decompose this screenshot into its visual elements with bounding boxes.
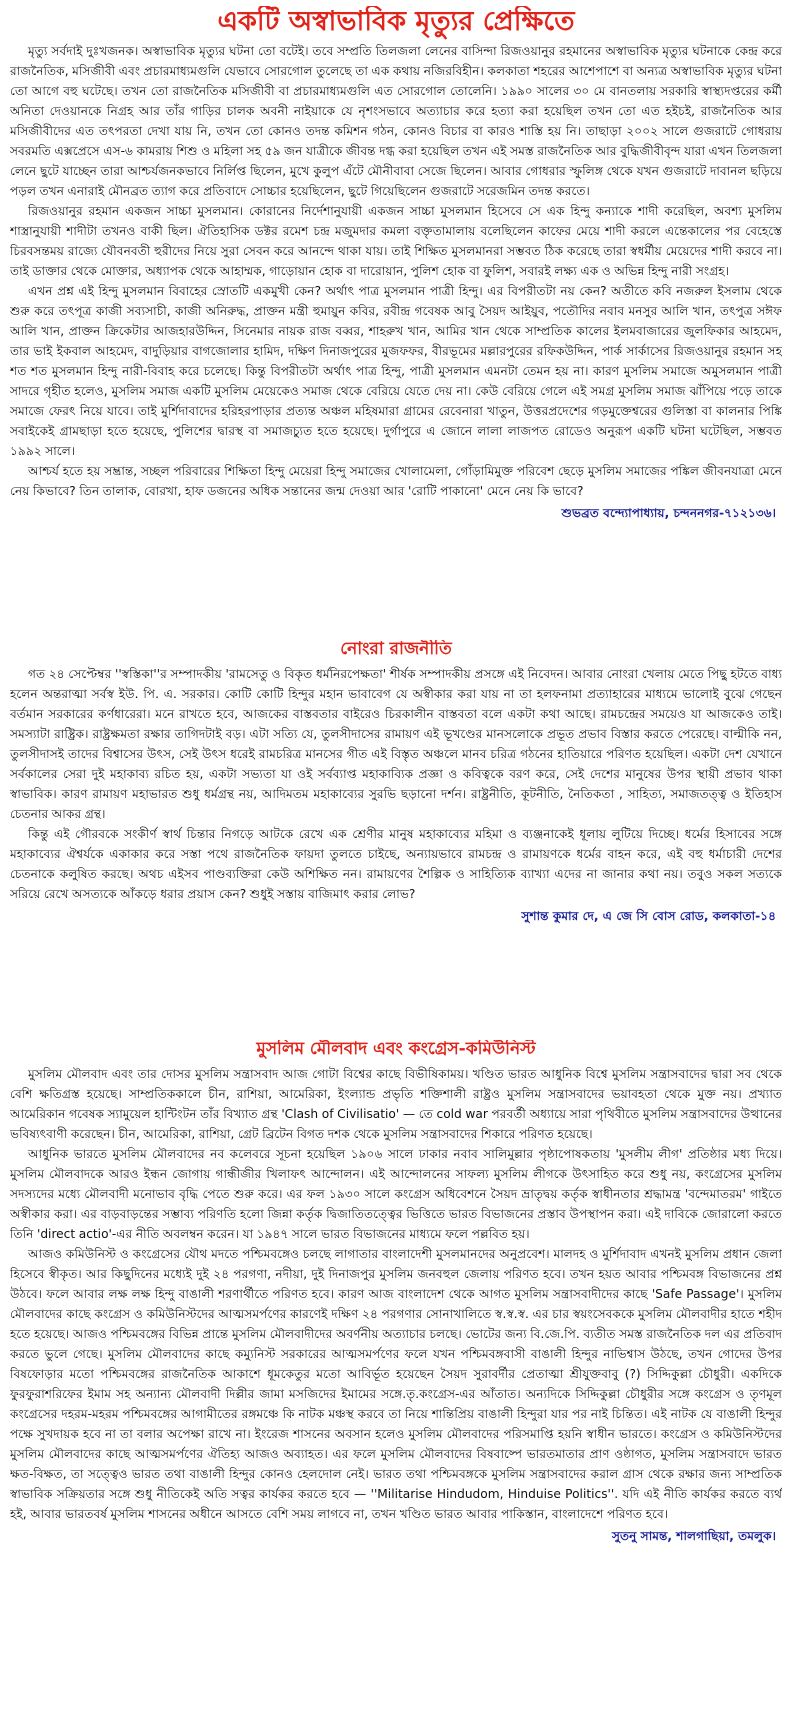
article-paragraph: মুসলিম মৌলবাদ এবং তার দোসর মুসলিম সন্ত্রাসবাদ আজ গোটা বিশ্বের কাছে বিভীষিকাময়। খণ্ডিত ভারত আধুনিক বিশ্বে মুসলিম সন্ত্রাসবাদের দ্বারা সব থেকে বেশি ক্ষতিগ্রস্ত হয়েছে। সাম্প্রতিককালে চীন, রাশিয়া, আমেরিকা, ইংল্যান্ড প্রভৃতি শক্তিশালী রাষ্ট্রও মুসলিম সন্ত্রাসবাদের ভয়াবহতা থেকে মুক্ত নয়। প্রখ্যাত আমেরিকান গবেষক স্যামুয়েল হান্টিংটন তাঁর বিখ্যাত গ্রন্থ 'Clash of Civilisatio' — তে cold war পরবর্তী অধ্যায়ে সারা পৃথিবীতে মুসলিম সন্ত্রাসবাদের উত্থানের ভবিষ্যৎবাণী করেছেন। চীন, আমেরিকা, রাশিয়া, গ্রেট ব্রিটেন বিগত দশক থেকে মুসলিম সন্ত্রাসবাদের শিকারে পরিণত হয়েছে। (10, 1066, 782, 1141)
article-title: একটি অস্বাভাবিক মৃত্যুর প্রেক্ষিতে (217, 6, 575, 37)
article-paragraph: এখন প্রশ্ন এই হিন্দু মুসলমান বিবাহের স্রোতটি একমুখী কেন? অর্থাৎ পাত্র মুসলমান পাত্রী হিন্দু। এর বিপরীতটা নয় কেন? অতীতে কবি নজরুল ইসলাম থেকে শুরু করে তৎপূত্র কাজী সব্যসাচী, কাজী অনিরুদ্ধ, প্রাক্তন মন্ত্রী হুমায়ুন কবির, রবীন্দ্র গবেষক আবু সৈয়দ আইয়ুব, পতৌদির নবাব মনসুর আলি খান, তৎপুত্র সঈফ আলি খান, প্রাক্তন ক্রিকেটার আজহারউদ্দিন, সিনেমার নায়ক রাজ বব্বর, শাহরুখ খান, আমির খান থেকে সাম্প্রতিক কালের ইলমবাজারের জুলফিকার আহমেদ, তার ভাই ইকবাল আহমেদ, বাদুড়িয়ার বাগজোলার হামিদ, দক্ষিণ দিনাজপুরের মুজফফর, বীরভূমের মল্লারপুরের রফিকউদ্দিন, পার্ক সার্কাসের রিজওয়ানুর রহমান সহ শত শত মুসলমান হিন্দু নারী-বিবাহ করে চলেছে। কিন্তু বিপরীতটা অর্থাৎ পাত্র হিন্দু, পাত্রী মুসলমান এমনটা তেমন হয় না। কারণ মুসলিম সমাজে অমুসলমান পাত্রী সাদরে গৃহীত হলেও, মুসলিম সমাজ একটি মুসলিম মেয়েকেও সমাজ থেকে বেরিয়ে যেতে দেয় না। কেউ বেরিয়ে গেলে এই সমগ্র মুসলিম সমাজ ঝাঁপিয়ে পড়ে তাকে সমাজে ফেরৎ নিয়ে যাবে। তাই মুর্শিদাবাদের হরিহরপাড়ার প্রত্যন্ত অঞ্চল মহিষমারা গ্রামের রেবেনারা খাতুন, উত্তরপ্রদেশের গড়মুক্তেশ্বরের গুলিস্তা বা কালনার পিঙ্কি সবাইকেই গ্রামছাড়া হতে হয়েছে, পুলিশের দ্বারস্থ বা সমাজচ্যুত হতে হয়েছে। দুর্গাপুরে এ জোনে লালা লাজপত রোডেও অনুরূপ একটি ঘটনা ঘটেছিল, সম্ভবত ১৯৯২ সালে। (10, 284, 782, 459)
article-paragraph: আধুনিক ভারতে মুসলিম মৌলবাদের নব কলেবরে সূচনা হয়েছিল ১৯০৬ সালে ঢাকার নবাব সালিমুল্লার পৃষ্ঠাপোষকতায় 'মুসলীম লীগ' প্রতিষ্ঠার মধ্য দিয়ে। মুসলিম মৌলবাদকে আরও ইন্ধন জোগায় গান্ধীজীর খিলাফৎ আন্দোলন। এই আন্দোলনের সাফল্য মুসলিম লীগকে উৎসাহিত করে শুধু নয়, কংগ্রেসের মুসলিম সদস্যদের মধ্যে মৌলবাদী মনোভাব বৃদ্ধি পেতে শুরু করে। এর ফল ১৯৩০ সালে কংগ্রেস অধিবেশনে সৈয়দ ভ্রাতৃদ্বয় কর্তৃক স্বাধীনতার শ্রদ্ধামন্ত্র 'বন্দেমাতরম' গাইতে অস্বীকার করা। এর বাড়বাড়ন্তের সম্ভাব্য পরিণতি হলো জিন্না কর্তৃক দ্বিজাতিতত্ত্বের ভিত্তিতে ভারত বিভাজনের প্রস্তাব উপস্থাপন করা। এই দাবিকে জোরালো করতে তিনি 'direct actio'-এর নীতি অবলম্বন করেন। যা ১৯৪৭ সালে ভারত বিভাজনের মাধ্যমে ফলে পল্লবিত হয়। (10, 1146, 782, 1241)
article-title: নোংরা রাজনীতি (340, 640, 452, 659)
article-title: মুসলিম মৌলবাদ এবং কংগ্রেস-কমিউনিস্ট (256, 1040, 536, 1059)
article-dirty-politics (10, 640, 782, 1000)
article-paragraph: আশ্চর্য হতে হয় সম্ভ্রান্ত, সচ্ছল পরিবারের শিক্ষিতা হিন্দু মেয়েরা হিন্দু সমাজের খোলামেলা, গোঁড়ামিমুক্ত পরিবেশ ছেড়ে মুসলিম সমাজের পঙ্কিল জীবনযাত্রা মেনে নেয় কিভাবে? তিন তালাক, বোরখা, হাফ ডজনের অধিক সন্তানের জন্ম দেওয়া আর 'রোটি পাকানো' মেনে নেয় কি ভাবে? (10, 464, 782, 499)
article-byline: সুতনু সামন্ত, শালগাছিয়া, তমলুক। (611, 1528, 776, 1543)
article-paragraph: রিজওয়ানুর রহমান একজন সাচ্চা মুসলমান। কোরানের নির্দেশানুযায়ী একজন সাচ্চা মুসলমান হিসেবে সে এক হিন্দু কন্যাকে শাদী করেছিল, অবশ্য মুসলিম শাস্ত্রানুযায়ী শাদীটা তখনও বাকী ছিল। ঐতিহাসিক ডক্টর রমেশ চন্দ্র মজুমদার কমলা বক্তৃতামালায় বলেছিলেন কাফের মেয়ে শাদী করলে এন্তেকালের পর বেহেস্তে চিরবসন্তময় রাজ্যে যৌবনবতী হুরীদের নিয়ে সুরা সেবন করে আনন্দে থাকা যায়। তাই শিক্ষিত মুসলমানরা সম্ভবত ঠিক করেছে তারা স্বধর্মীয় মেয়েদের শাদী করবে না। তাই ডাক্তার থেকে মোক্তার, অধ্যাপক থেকে আহাম্মক, গাড়োয়ান হোক বা দারোয়ান, পুলিশ হোক বা ফুলিশ, সবারই লক্ষ্য এক ও অভিন্ন হিন্দু নারী সংগ্রহ। (10, 204, 782, 279)
article-paragraph: আজও কমিউনিস্ট ও কংগ্রেসের যৌথ মদতে পশ্চিমবঙ্গেও চলছে লাগাতার বাংলাদেশী মুসলমানদের অনুপ্রবেশ। মালদহ ও মুর্শিদাবাদ এখনই মুসলিম প্রধান জেলা হিসেবে স্বীকৃত। আর কিছুদিনের মধ্যেই দুই ২৪ পরগণা, নদীয়া, দুই দিনাজপুর মুসলিম জনবহুল জেলায় পরিণত হবে। তখন হয়ত আবার পশ্চিমবঙ্গ বিভাজনের প্রশ্ন উঠবে। ফলে আবার লক্ষ লক্ষ হিন্দু বাঙালী শরণার্থীতে পরিণত হবে। কারণ আজ বাংলাদেশ থেকে আগত মুসলিম সন্ত্রাসবাদীদের কাছে 'Safe Passage'। মুসলিম মৌলবাদের কাছে কংগ্রেস ও কমিউনিস্টদের আত্মসমর্পণের কারণেই দক্ষিণ ২৪ পরগণার সোনাখালিতে স্ব.স্ব.স্ব. এর চার স্বয়ংসেবককে মুসলিম মৌলবাদীর হাতে শহীদ হতে হয়েছে। আজও পশ্চিমবঙ্গের বিভিন্ন প্রান্তে মুসলিম মৌলবাদীদের অবর্ণনীয় অত্যাচার চলছে। ভোটের জন্য বি.জে.পি. ব্যতীত সমস্ত রাজনৈতিক দল এর প্রতিবাদ করতে ভুলে গেছে। মুসলিম মৌলবাদের কাছে কম্যুনিস্ট সরকারের আত্মসমর্পণের ফলে যখন পশ্চিমবঙ্গবাসী বাঙালী হিন্দুর নাভিশ্বাস উঠছে, তখন গোদের উপর বিষফোড়ার মতো পশ্চিমবঙ্গের রাজনৈতিক আকাশে ধূমকেতুর মতো আবির্ভূত হয়েছেন সৈয়দ সুরাবর্দীর প্রেতাত্মা শ্রীযুক্তবাবু (?) সিদ্দিকুল্লা চৌধুরী। একদিকে ফুরফুরাশরিফের ইমাম সহ অন্যান্য মৌলবাদী দিল্লীর জামা মসজিদের ইমামের সঙ্গে.তৃ.কংগ্রেস-এর আঁতাত। অন্যদিকে সিদ্দিকুল্লা চৌধুরীর সঙ্গে কংগ্রেস ও তৃণমূল কংগ্রেসের দহরম-মহরম পশ্চিমবঙ্গের আগামীতের রঙ্গমঞ্চে কি নাটক মঞ্চস্থ করবে তা নিয়ে শান্তিপ্রিয় বাঙালী হিন্দুরা যার পর নাই চিন্তিত। এই নাটক যে বাঙালী হিন্দুর পক্ষে সুখদায়ক হবে না তা বলার অপেক্ষা রাখে না। ইংরেজ শাসনের অবসান হলেও মুসলিম মৌলবাদের পরিসমাপ্তি হয়নি স্বাধীন ভারতে। কংগ্রেস ও কমিউনিস্টদের মুসলিম মৌলবাদের কাছে আত্মসমর্পণের ঐতিহ্য আজও অব্যাহত। এর ফলে মুসলিম মৌলবাদের বিষবাষ্পে ভারতমাতার প্রাণ ওষ্ঠাগত, মুসলিম সন্ত্রাসবাদে ভারত ক্ষত-বিক্ষত, তা সত্ত্বেও ভারত তথা বাঙালী হিন্দুর কোনও হেলদোল নেই। ভারত তথা পশ্চিমবঙ্গকে মুসলিম সন্ত্রাসবাদের করাল গ্রাস থেকে রক্ষার জন্য সাম্প্রতিক স্বাভাবিক সক্রিয়তার সঙ্গে শুধু নীতিকেই অতি সত্বর কার্যকর করতে হবে — ''Militarise Hindudom, Hinduise Politics''. যদি এই নীতি কার্যকর করতে ব্যর্থ হই, আবার ভারতবর্ষ মুসলিম শাসনের অধীনে আসতে বেশি সময় লাগবে না, তখন খণ্ডিত ভারত আবার পাকিস্তান, বাংলাদেশে পরিণত হবে। (10, 1246, 782, 1521)
article-fundamentalism (10, 1040, 782, 1715)
article-paragraph: মৃত্যু সর্বদাই দুঃখজনক। অস্বাভাবিক মৃত্যুর ঘটনা তো বটেই। তবে সম্প্রতি তিলজলা লেনের বাসিন্দা রিজওয়ানুর রহমানের অস্বাভাবিক মৃত্যুর ঘটনাকে কেন্দ্র করে রাজনৈতিক, মসিজীবী এবং প্রচারমাধ্যমগুলি যেভাবে সোরগোল তুলেছে তা এক কথায় নজিরবিহীন। কলকাতা শহরের আশেপাশে বা অন্যত্র অস্বাভাবিক মৃত্যুর ঘটনা তো আগে বহু ঘটেছে। তখন তো রাজনৈতিক মসিজীবী বা প্রচারমাধ্যমগুলি এত সোরগোল তোলেনি। ১৯৯০ সালের ৩০ মে বানতলায় সরকারি স্বাস্থ্যদপ্তরের কর্মী অনিতা দেওয়ানকে নিগ্রহ আর তাঁর গাড়ির চালক অবনী নাইয়াকে যে নৃশংসভাবে অত্যাচার করে হত্যা করা হয়েছিল তখন তো এত হইচই, রাজনৈতিক আর মসিজীবীদের এত তৎপরতা দেখা যায় নি, তখন তো কোনও তদন্ত কমিশন গঠন, কোনও বিচার বা কারও শাস্তি হয় নি। তাছাড়া ২০০২ সালে গুজরাটে গোধরায় সবরমতি এক্সপ্রেসে এস-৬ কামরায় শিশু ও মহিলা সহ ৫৯ জন যাত্রীকে জীবন্ত দগ্ধ করা হয়েছিল তখন এই সমস্ত রাজনৈতিক আর বুদ্ধিজীবীবৃন্দ যারা এখন তিলজলা লেনে ছুটে যাচ্ছেন তারা আশ্চর্যজনকভাবে নির্লিপ্ত ছিলেন, মুখে কুলুপ এঁটে মৌনীবাবা সেজে ছিলেন। আবার গোধরার স্ফুলিঙ্গ থেকে যখন গুজরাটে দাবানল ছড়িয়ে পড়ল তখন এনারাই মৌনব্রত ত্যাগ করে প্রতিবাদে সোচ্চার হয়েছিলেন, ছুটে গিয়েছিলেন গুজরাটে সরেজমিন তদন্ত করতে। (10, 44, 782, 199)
article-paragraph: গত ২৪ সেপ্টেম্বর ''স্বস্তিকা''র সম্পাদকীয় 'রামসেতু ও বিকৃত ধর্মনিরপেক্ষতা' শীর্ষক সম্পাদকীয় প্রসঙ্গে এই নিবেদন। আবার নোংরা খেলায় মেতে পিছু হটতে বাধ্য হলেন অন্তরাত্মা সর্বস্ব ইউ. পি. এ. সরকার। কোটি কোটি হিন্দুর মহান ভাবাবেগ যে অস্বীকার করা যায় না তা হলফনামা প্রত্যাহারের মাধ্যমে ভালোই বুঝে গেছেন বর্তমান সরকারের কর্ণধারেরা। মনে রাখতে হবে, আজকের বাস্তবতার বাইরেও চিরকালীন বাস্তবতা বলে একটা কথা আছে। রামচন্দ্রের সময়েও যা আজকেও তাই। সমস্যাটা রাষ্ট্রিক। রাষ্ট্রক্ষমতা রক্ষার তাগিদটাই বড়। এটা সত্যি যে, তুলসীদাসের রামায়ণ এই ভূখণ্ডের মানসলোকে প্রভূত প্রভাব বিস্তার করতে পেরেছে। বাল্মীকি নন, তুলসীদাসই তাদের বিশ্বাসের উৎস, সেই উৎস ধরেই রামচরিত্র মানসের গীত এই বিস্তৃত অঞ্চলে মানব চরিত্র গঠনের হাতিয়ারে পরিণত হয়েছিল। একটা দেশ যেখানে সর্বকালের সেরা দুই মহাকাব্য রচিত হয়, একটা সভ্যতা যা ওই সর্বব্যাপ্ত মহাকাব্যিক প্রজ্ঞা ও কবিত্বকে বরণ করে, সেই দেশের মানুষের উপর স্থায়ী প্রভাব থাকা স্বাভাবিক। কারণ রামায়ণ মহাভারত শুধু ধর্মগ্রন্থ নয়, আদিমতম মহাকাব্যের সুরভি ছড়ানো দর্শন। রাষ্ট্রনীতি, কূটনীতি, নৈতিকতা , সাহিত্য, সমাজতত্ত্ব ও ইতিহাস চেতনার আকর গ্রন্থ। (10, 666, 782, 821)
article-paragraph: কিন্তু এই গৌরবকে সংকীর্ণ স্বার্থ চিন্তার নিগড়ে আটকে রেখে এক শ্রেণীর মানুষ মহাকাব্যের মহিমা ও ব্যঞ্জনাকেই ধূলায় লুটিয়ে দিচ্ছে। ধর্মের হিসাবের সঙ্গে মহাকাব্যের ঐশ্বর্যকে একাকার করে সস্তা পথে রাজনৈতিক ফায়দা তুলতে চাইছে, অন্যায়ভাবে রামচন্দ্র ও রামায়ণকে ধর্মের বাহন করে, এই বহু ধর্মাচারী দেশের চেতনাকে কলুষিত করছে। অথচ এইসব পাণ্ডব্যক্তিরা কেউ অশিক্ষিত নন। রামায়ণের শৈল্পিক ও সাহিত্যিক ব্যাখ্যা এদের না জানার কথা নয়। তবুও সকল সত্যকে সরিয়ে রেখে অসত্যকে আঁকড়ে ধরার প্রয়াস কেন? শুধুই সস্তায় বাজিমাৎ করার লোভ? (10, 826, 782, 901)
article-byline: শুভব্রত বন্দ্যোপাধ্যায়, চন্দননগর-৭১২১৩৬। (561, 506, 776, 521)
article-abnormal-death (10, 6, 782, 576)
article-byline: সুশান্ত কুমার দে, এ জে সি বোস রোড, কলকাতা-১৪ (521, 908, 776, 923)
